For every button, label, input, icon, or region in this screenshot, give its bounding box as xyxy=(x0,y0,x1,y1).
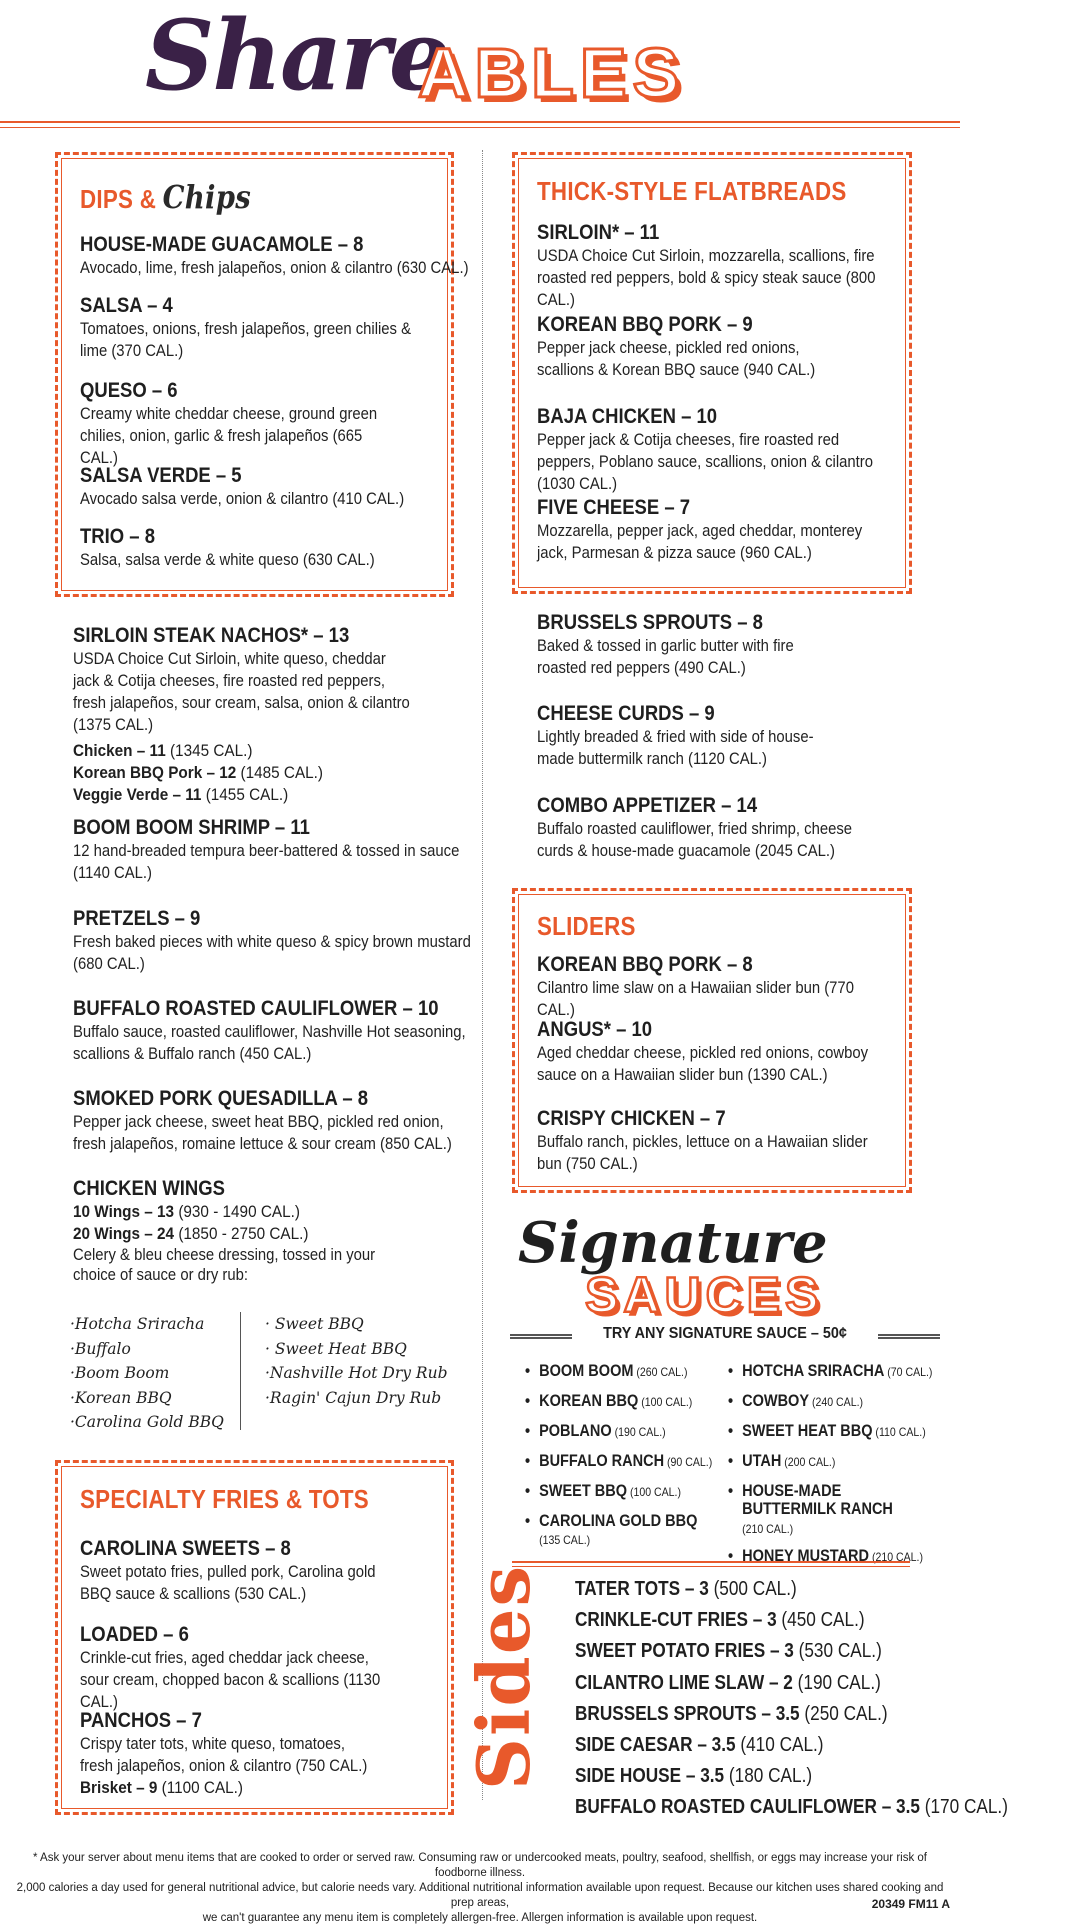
sauce-item: • KOREAN BBQ (100 CAL.) xyxy=(525,1387,712,1417)
slider-item-desc: Aged cheddar cheese, pickled red onions, cowboy sauce on a Hawaiian slider bun (1390 CAL.) xyxy=(537,1044,869,1084)
flavor-item: ·Hotcha Sriracha xyxy=(70,1315,205,1333)
sauce-list-right xyxy=(728,1357,960,1572)
side-item: CILANTRO LIME SLAW – 2 (190 CAL.) xyxy=(575,1671,881,1694)
dip-item-desc: Salsa, salsa verde & white queso (630 CAL.) xyxy=(80,551,375,569)
slider-item-desc: Buffalo ranch, pickles, lettuce on a Hawaiian slider bun (750 CAL.) xyxy=(537,1133,868,1173)
flatbread-item-title: KOREAN BBQ PORK – 9 xyxy=(537,313,753,336)
sauce-item: • BUFFALO RANCH (90 CAL.) xyxy=(525,1447,712,1477)
sauce-list-left xyxy=(525,1357,738,1549)
menu-item xyxy=(537,793,937,862)
flatbread-item xyxy=(537,220,937,311)
menu-item-title: CHEESE CURDS – 9 xyxy=(537,702,715,725)
menu-item-title: SIRLOIN STEAK NACHOS* – 13 xyxy=(73,624,350,647)
header-block-title: ABLES xyxy=(418,34,686,112)
menu-item-desc: Fresh baked pieces with white queso & spicy brown mustard (680 CAL.) xyxy=(73,933,471,973)
try-rule-right xyxy=(878,1334,940,1339)
menu-item xyxy=(537,610,937,679)
fries-item xyxy=(80,1622,480,1713)
wing-option: 10 Wings – 13 (930 - 1490 CAL.) xyxy=(73,1202,300,1221)
dip-item xyxy=(80,293,480,362)
dip-item xyxy=(80,524,480,571)
disclaimer-line: 2,000 calories a day used for general nutritional advice, but calorie needs vary. Additional nutritional information available upon request. Because our kitchen uses shared cooking and prep areas, xyxy=(16,1882,944,1909)
menu-item xyxy=(73,815,473,884)
menu-item-title: COMBO APPETIZER – 14 xyxy=(537,794,758,817)
chips-script-title: Chips xyxy=(162,178,251,216)
dip-item-desc: Tomatoes, onions, fresh jalapeños, green chilies & lime (370 CAL.) xyxy=(80,320,412,360)
sliders-section-title: SLIDERS xyxy=(537,911,636,941)
chicken-wings-item xyxy=(73,1176,473,1285)
menu-item-desc: 12 hand-breaded tempura beer-battered & tossed in sauce (1140 CAL.) xyxy=(73,842,460,882)
side-item: SIDE HOUSE – 3.5 (180 CAL.) xyxy=(575,1765,813,1788)
sauce-item: • POBLANO (190 CAL.) xyxy=(525,1417,712,1447)
menu-item-desc: Baked & tossed in garlic butter with fire roasted red peppers (490 CAL.) xyxy=(537,637,794,677)
slider-item-title: ANGUS* – 10 xyxy=(537,1018,653,1041)
menu-item xyxy=(73,1086,473,1155)
fries-item-desc: Sweet potato fries, pulled pork, Carolina gold BBQ sauce & scallions (530 CAL.) xyxy=(80,1563,376,1603)
dip-item-title: SALSA – 4 xyxy=(80,294,173,317)
dip-item-title: SALSA VERDE – 5 xyxy=(80,464,242,487)
nacho-option: Chicken – 11 (1345 CAL.) xyxy=(73,741,253,760)
side-item: SWEET POTATO FRIES – 3 (530 CAL.) xyxy=(575,1640,882,1663)
menu-item-desc: Lightly breaded & fried with side of house-made buttermilk ranch (1120 CAL.) xyxy=(537,728,814,768)
side-item: TATER TOTS – 3 (500 CAL.) xyxy=(575,1578,797,1600)
sides-title: Sides xyxy=(461,1563,546,1790)
menu-code: 20349 FM11 A xyxy=(871,1897,950,1911)
flatbread-item-title: FIVE CHEESE – 7 xyxy=(537,496,691,519)
flavor-item: ·Boom Boom xyxy=(70,1364,170,1382)
sauce-item: • SWEET HEAT BBQ (110 CAL.) xyxy=(728,1417,932,1447)
sauce-item: • HOUSE-MADE BUTTERMILK RANCH (210 CAL.) xyxy=(728,1477,895,1538)
sides-rule-bottom xyxy=(512,1566,910,1567)
fries-item-desc: Crinkle-cut fries, aged cheddar jack cheese, sour cream, chopped bacon & scallions (1130 CAL.) xyxy=(80,1649,381,1711)
flatbread-item-desc: Pepper jack & Cotija cheeses, fire roasted red peppers, Poblano sauce, scallions, onion & cilantro (1030 CAL.) xyxy=(537,431,873,493)
flatbread-item xyxy=(537,312,937,381)
fries-item-title: CAROLINA SWEETS – 8 xyxy=(80,1537,291,1560)
sauce-item: • COWBOY (240 CAL.) xyxy=(728,1387,932,1417)
menu-item-title: BRUSSELS SPROUTS – 8 xyxy=(537,611,763,634)
column-divider xyxy=(482,150,483,1800)
fries-item-desc: Crispy tater tots, white queso, tomatoes, fresh jalapeños, onion & cilantro (750 CAL.) xyxy=(80,1735,368,1775)
menu-item-title: SMOKED PORK QUESADILLA – 8 xyxy=(73,1087,369,1110)
slider-item xyxy=(537,1106,937,1175)
dip-item xyxy=(80,463,480,510)
header-rule-top xyxy=(0,121,960,123)
menu-item xyxy=(537,701,937,770)
slider-item-title: CRISPY CHICKEN – 7 xyxy=(537,1107,726,1130)
fries-item xyxy=(80,1536,480,1605)
flatbreads-section-title: THICK-STYLE FLATBREADS xyxy=(537,176,847,206)
dip-item xyxy=(80,378,480,469)
sauce-item: • UTAH (200 CAL.) xyxy=(728,1447,932,1477)
fries-item-title: PANCHOS – 7 xyxy=(80,1709,202,1732)
dip-item-title: QUESO – 6 xyxy=(80,379,178,402)
header-script-title: Share xyxy=(145,0,448,112)
nacho-option: Veggie Verde – 11 (1455 CAL.) xyxy=(73,785,289,804)
sides-list xyxy=(575,1574,1078,1824)
menu-item-title: BUFFALO ROASTED CAULIFLOWER – 10 xyxy=(73,997,439,1020)
menu-item xyxy=(73,623,473,806)
dip-item xyxy=(80,232,480,279)
flavor-item: ·Korean BBQ xyxy=(70,1388,172,1407)
flavor-item: · Sweet BBQ xyxy=(265,1315,364,1333)
menu-item-desc: Buffalo roasted cauliflower, fried shrimp, cheese curds & house-made guacamole (2045 CAL.) xyxy=(537,820,853,860)
flavor-item: ·Buffalo xyxy=(70,1339,131,1358)
try-sauce-text: TRY ANY SIGNATURE SAUCE – 50¢ xyxy=(603,1325,847,1342)
flavor-item: ·Nashville Hot Dry Rub xyxy=(265,1364,448,1382)
menu-item-desc: Buffalo sauce, roasted cauliflower, Nashville Hot seasoning, scallions & Buffalo ranch (450 CAL.) xyxy=(73,1023,466,1063)
flatbread-item xyxy=(537,495,937,564)
dip-item-title: TRIO – 8 xyxy=(80,525,155,548)
flavor-item: ·Carolina Gold BBQ xyxy=(70,1413,224,1431)
slider-item-desc: Cilantro lime slaw on a Hawaiian slider bun (770 CAL.) xyxy=(537,979,854,1019)
flatbread-item-desc: Pepper jack cheese, pickled red onions, scallions & Korean BBQ sauce (940 CAL.) xyxy=(537,339,816,379)
wing-option: 20 Wings – 24 (1850 - 2750 CAL.) xyxy=(73,1224,309,1243)
sauce-item: • HONEY MUSTARD (210 CAL.) xyxy=(728,1538,932,1572)
menu-item-desc: Pepper jack cheese, sweet heat BBQ, pickled red onion, fresh jalapeños, romaine lettuce & sour cream (850 CAL.) xyxy=(73,1113,452,1153)
flavor-list-right xyxy=(265,1312,448,1410)
flavor-list-left xyxy=(70,1312,224,1435)
wings-desc: Celery & bleu cheese dressing, tossed in your choice of sauce or dry rub: xyxy=(73,1246,376,1284)
menu-item-title: PRETZELS – 9 xyxy=(73,907,201,930)
dips-section-title xyxy=(80,178,251,216)
sides-rule-top xyxy=(512,1561,910,1563)
dips-title: DIPS & xyxy=(80,184,157,214)
sauce-item: • BOOM BOOM (260 CAL.) xyxy=(525,1357,712,1387)
side-item: BRUSSELS SPROUTS – 3.5 (250 CAL.) xyxy=(575,1702,888,1725)
menu-item-desc: USDA Choice Cut Sirloin, white queso, cheddar jack & Cotija cheeses, fire roasted red peppers, fresh jalapeños, sour cream, salsa, onion & cilantro (1375 CAL.) xyxy=(73,650,410,734)
header-rule-bottom xyxy=(0,127,960,128)
dip-item-desc: Avocado salsa verde, onion & cilantro (410 CAL.) xyxy=(80,490,405,508)
side-item: SIDE CAESAR – 3.5 (410 CAL.) xyxy=(575,1734,824,1757)
flavor-item: · Sweet Heat BBQ xyxy=(265,1339,407,1358)
side-item: BUFFALO ROASTED CAULIFLOWER – 3.5 (170 CAL.) xyxy=(575,1796,1008,1819)
flavor-item: ·Ragin' Cajun Dry Rub xyxy=(265,1388,442,1407)
try-sauce-row xyxy=(510,1325,940,1349)
fries-item xyxy=(80,1708,480,1799)
fries-extra: Brisket – 9 (1100 CAL.) xyxy=(80,1778,244,1797)
flatbread-item-desc: USDA Choice Cut Sirloin, mozzarella, scallions, fire roasted red peppers, bold & spicy steak sauce (800 CAL.) xyxy=(537,247,876,309)
side-item: CRINKLE-CUT FRIES – 3 (450 CAL.) xyxy=(575,1609,865,1632)
dip-item-desc: Creamy white cheddar cheese, ground green chilies, onion, garlic & fresh jalapeños (665 CAL.) xyxy=(80,405,378,467)
slider-item-title: KOREAN BBQ PORK – 8 xyxy=(537,953,753,976)
slider-item xyxy=(537,1017,937,1086)
menu-item xyxy=(73,906,473,975)
sauces-block-title: SAUCES xyxy=(585,1267,824,1323)
fries-section-title: SPECIALTY FRIES & TOTS xyxy=(80,1484,369,1514)
disclaimer-line: we can't guarantee any menu item is completely allergen-free. Allergen information is available upon request. xyxy=(202,1912,758,1924)
menu-item-title: CHICKEN WINGS xyxy=(73,1177,225,1200)
flatbread-item-title: BAJA CHICKEN – 10 xyxy=(537,405,718,428)
dip-item-desc: Avocado, lime, fresh jalapeños, onion & cilantro (630 CAL.) xyxy=(80,259,469,277)
nacho-option: Korean BBQ Pork – 12 (1485 CAL.) xyxy=(73,763,324,782)
dip-item-title: HOUSE-MADE GUACAMOLE – 8 xyxy=(80,233,364,256)
flatbread-item-title: SIRLOIN* – 11 xyxy=(537,221,660,244)
flavor-divider xyxy=(240,1312,241,1430)
sauce-item: • HOTCHA SRIRACHA (70 CAL.) xyxy=(728,1357,932,1387)
menu-header xyxy=(0,0,960,130)
fries-item-title: LOADED – 6 xyxy=(80,1623,189,1646)
menu-item xyxy=(73,996,473,1065)
sauce-item: • CAROLINA GOLD BBQ (135 CAL.) xyxy=(525,1507,712,1549)
disclaimer-line: * Ask your server about menu items that are cooked to order or served raw. Consuming raw or undercooked meats, poultry, seafood, shellfish, or eggs may increase your risk of foodborne illness. xyxy=(32,1852,928,1879)
flatbread-item xyxy=(537,404,937,495)
menu-item-title: BOOM BOOM SHRIMP – 11 xyxy=(73,816,310,839)
sauce-item: • SWEET BBQ (100 CAL.) xyxy=(525,1477,712,1507)
slider-item xyxy=(537,952,937,1021)
allergen-disclaimer xyxy=(10,1851,950,1926)
signature-script-title: Signature xyxy=(518,1210,828,1276)
flatbread-item-desc: Mozzarella, pepper jack, aged cheddar, monterey jack, Parmesan & pizza sauce (960 CAL.) xyxy=(537,522,863,562)
